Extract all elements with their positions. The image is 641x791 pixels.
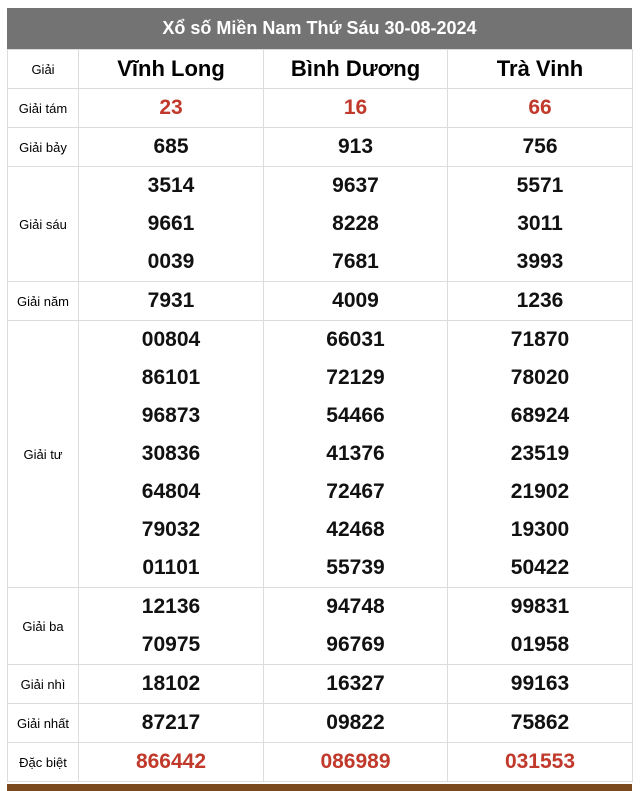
result-number: 5571 bbox=[516, 174, 564, 197]
result-number: 55739 bbox=[326, 556, 385, 579]
result-number: 30836 bbox=[141, 442, 201, 465]
result-cell bbox=[264, 321, 448, 588]
result-number: 3514 bbox=[147, 174, 195, 197]
result-number: 78020 bbox=[510, 366, 570, 389]
result-cell bbox=[264, 89, 448, 128]
result-cell bbox=[448, 89, 633, 128]
result-number: 66 bbox=[528, 96, 552, 119]
result-cell bbox=[448, 167, 633, 282]
result-number: 913 bbox=[337, 135, 374, 158]
result-number: 23519 bbox=[510, 442, 570, 465]
results-panel bbox=[7, 8, 632, 782]
result-cell bbox=[448, 704, 633, 743]
result-number: 18102 bbox=[141, 672, 201, 695]
result-cell bbox=[264, 588, 448, 665]
result-number: 0039 bbox=[147, 250, 195, 273]
province-header[interactable]: Bình Dương bbox=[264, 50, 448, 89]
result-cell bbox=[264, 167, 448, 282]
result-number: 23 bbox=[159, 96, 183, 119]
prize-row bbox=[8, 321, 633, 588]
prize-label: Giải tám bbox=[8, 89, 79, 128]
result-number: 01101 bbox=[142, 556, 200, 579]
prize-table-body bbox=[8, 89, 633, 782]
prize-label: Giải tư bbox=[8, 321, 79, 588]
prize-row bbox=[8, 89, 633, 128]
result-number: 09822 bbox=[326, 711, 385, 734]
prize-row bbox=[8, 588, 633, 665]
page-title: Xổ số Miền Nam Thứ Sáu 30-08-2024 bbox=[7, 8, 632, 49]
result-number: 96873 bbox=[141, 404, 201, 427]
result-number: 00804 bbox=[141, 328, 201, 351]
prize-row bbox=[8, 128, 633, 167]
result-number: 12136 bbox=[141, 595, 201, 618]
footer-bar bbox=[7, 784, 632, 791]
result-cell bbox=[448, 282, 633, 321]
result-number: 1236 bbox=[516, 289, 564, 312]
result-cell bbox=[79, 282, 264, 321]
result-number: 7931 bbox=[147, 289, 195, 312]
result-number: 66031 bbox=[326, 328, 385, 351]
prize-row bbox=[8, 282, 633, 321]
result-cell bbox=[264, 128, 448, 167]
result-cell bbox=[448, 321, 633, 588]
result-cell bbox=[79, 89, 264, 128]
result-number: 75862 bbox=[510, 711, 570, 734]
result-number: 01958 bbox=[510, 633, 570, 656]
result-cell bbox=[79, 743, 264, 782]
prize-label: Giải nhì bbox=[8, 665, 79, 704]
result-number: 21902 bbox=[510, 480, 570, 503]
result-number: 3011 bbox=[517, 212, 563, 235]
prize-row bbox=[8, 167, 633, 282]
result-number: 96769 bbox=[326, 633, 385, 656]
result-number: 3993 bbox=[516, 250, 564, 273]
prize-label: Giải ba bbox=[8, 588, 79, 665]
prize-label: Giải sáu bbox=[8, 167, 79, 282]
result-number: 50422 bbox=[510, 556, 570, 579]
result-number: 64804 bbox=[141, 480, 201, 503]
result-number: 41376 bbox=[326, 442, 385, 465]
result-number: 68924 bbox=[510, 404, 570, 427]
result-number: 866442 bbox=[135, 750, 207, 773]
result-number: 94748 bbox=[326, 595, 385, 618]
result-number: 87217 bbox=[141, 711, 201, 734]
result-cell bbox=[448, 665, 633, 704]
result-cell bbox=[448, 588, 633, 665]
result-cell bbox=[264, 282, 448, 321]
prize-row bbox=[8, 665, 633, 704]
result-cell bbox=[264, 704, 448, 743]
result-number: 16327 bbox=[326, 672, 385, 695]
result-cell bbox=[79, 704, 264, 743]
result-number: 86101 bbox=[141, 366, 201, 389]
result-number: 99831 bbox=[510, 595, 570, 618]
result-number: 72129 bbox=[326, 366, 385, 389]
result-cell bbox=[448, 128, 633, 167]
header-row bbox=[8, 50, 633, 89]
prize-row bbox=[8, 704, 633, 743]
result-number: 16 bbox=[343, 96, 368, 119]
result-cell bbox=[79, 588, 264, 665]
prize-column-header: Giải bbox=[8, 50, 79, 89]
result-number: 4009 bbox=[332, 289, 379, 312]
result-number: 99163 bbox=[510, 672, 570, 695]
result-cell bbox=[448, 743, 633, 782]
result-number: 7681 bbox=[332, 250, 379, 273]
result-number: 72467 bbox=[326, 480, 385, 503]
prize-label: Đặc biệt bbox=[8, 743, 79, 782]
result-number: 54466 bbox=[326, 404, 385, 427]
result-number: 756 bbox=[522, 135, 558, 158]
prize-label: Giải năm bbox=[8, 282, 79, 321]
prize-row bbox=[8, 743, 633, 782]
result-number: 19300 bbox=[510, 518, 570, 541]
result-cell bbox=[79, 321, 264, 588]
prize-label: Giải nhất bbox=[8, 704, 79, 743]
province-header[interactable]: Trà Vinh bbox=[448, 50, 633, 89]
prize-label: Giải bảy bbox=[8, 128, 79, 167]
result-cell bbox=[264, 743, 448, 782]
result-number: 9661 bbox=[147, 212, 195, 235]
result-cell bbox=[79, 128, 264, 167]
province-header[interactable]: Vĩnh Long bbox=[79, 50, 264, 89]
results-table bbox=[7, 49, 633, 782]
result-number: 031553 bbox=[504, 750, 576, 773]
result-number: 42468 bbox=[326, 518, 385, 541]
result-number: 70975 bbox=[141, 633, 201, 656]
result-number: 71870 bbox=[510, 328, 570, 351]
result-number: 79032 bbox=[141, 518, 201, 541]
result-cell bbox=[264, 665, 448, 704]
result-number: 9637 bbox=[332, 174, 379, 197]
result-number: 086989 bbox=[320, 750, 391, 773]
result-number: 8228 bbox=[332, 212, 379, 235]
result-number: 685 bbox=[153, 135, 189, 158]
result-cell bbox=[79, 665, 264, 704]
result-cell bbox=[79, 167, 264, 282]
